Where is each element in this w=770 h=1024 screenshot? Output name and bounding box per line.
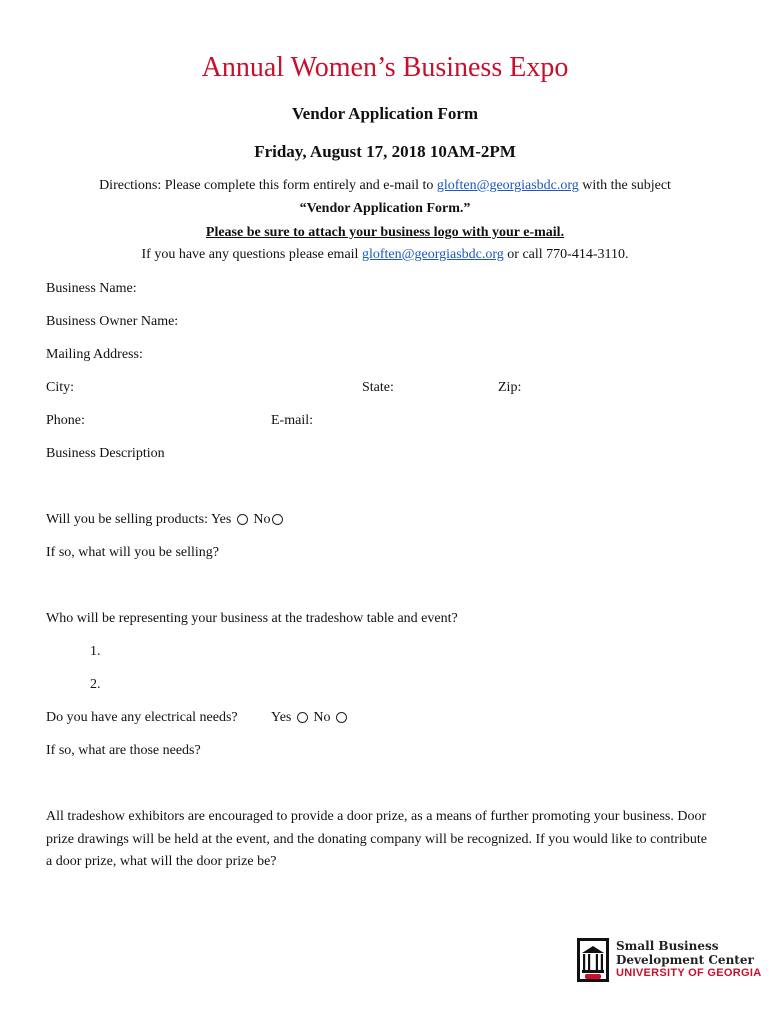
- questions-line: [0, 247, 770, 263]
- owner-name-label: Business Owner Name:: [46, 314, 179, 329]
- zip-label: Zip:: [498, 380, 522, 395]
- form-subtitle: Vendor Application Form: [291, 104, 479, 123]
- electrical-no-label: No: [313, 710, 331, 725]
- electrical-options: [271, 710, 349, 726]
- selling-question-text: Will you be selling products: Yes: [46, 512, 232, 527]
- representative-2: 2.: [90, 677, 101, 692]
- email-label: E-mail:: [271, 413, 313, 428]
- selling-no-label: No: [253, 512, 271, 527]
- phone-label: Phone:: [46, 413, 85, 428]
- state-label: State:: [362, 380, 394, 395]
- business-name-label: Business Name:: [46, 281, 137, 296]
- event-date: Friday, August 17, 2018 10AM-2PM: [254, 142, 516, 161]
- city-label: City:: [46, 380, 75, 395]
- email-subject: “Vendor Application Form.”: [299, 201, 471, 216]
- selling-yes-radio[interactable]: [237, 514, 248, 525]
- door-prize-paragraph: All tradeshow exhibitors are encouraged to provide a door prize, as a means of further promoting your business. Door prize drawings will be held at the event, and the donating company will be recognized. If you would like to contribute a door prize, what will the door prize be?: [46, 809, 707, 869]
- selling-question: [46, 512, 285, 528]
- logo-line-1: Small Business: [616, 939, 719, 953]
- directions-line: [0, 178, 770, 194]
- electrical-yes-radio[interactable]: [297, 712, 308, 723]
- mailing-address-label: Mailing Address:: [46, 347, 143, 362]
- electrical-no-radio[interactable]: [336, 712, 347, 723]
- questions-suffix: or call 770-414-3110.: [503, 247, 629, 262]
- selling-followup: If so, what will you be selling?: [46, 545, 220, 560]
- representative-1: 1.: [90, 644, 101, 659]
- electrical-question: Do you have any electrical needs?: [46, 710, 238, 725]
- sbdc-logo-text: [616, 940, 761, 981]
- business-description-label: Business Description: [46, 446, 165, 461]
- directions-email-link[interactable]: gloften@georgiasbdc.org: [436, 178, 579, 193]
- directions-prefix: Directions: Please complete this form entirely and e-mail to: [99, 178, 437, 193]
- page-title: Annual Women’s Business Expo: [201, 52, 569, 83]
- representing-question: Who will be representing your business at the tradeshow table and event?: [46, 611, 458, 626]
- questions-email-link[interactable]: gloften@georgiasbdc.org: [361, 247, 504, 262]
- electrical-yes-label: Yes: [271, 710, 292, 725]
- directions-suffix: with the subject: [578, 178, 671, 193]
- selling-no-radio[interactable]: [272, 514, 283, 525]
- logo-line-3: UNIVERSITY OF GEORGIA: [616, 967, 762, 979]
- uga-arch-icon: [577, 938, 609, 982]
- logo-line-2: Development Center: [616, 952, 754, 967]
- logo-attach-note: Please be sure to attach your business logo with your e-mail.: [205, 225, 565, 240]
- electrical-followup: If so, what are those needs?: [46, 743, 201, 758]
- questions-prefix: If you have any questions please email: [141, 247, 362, 262]
